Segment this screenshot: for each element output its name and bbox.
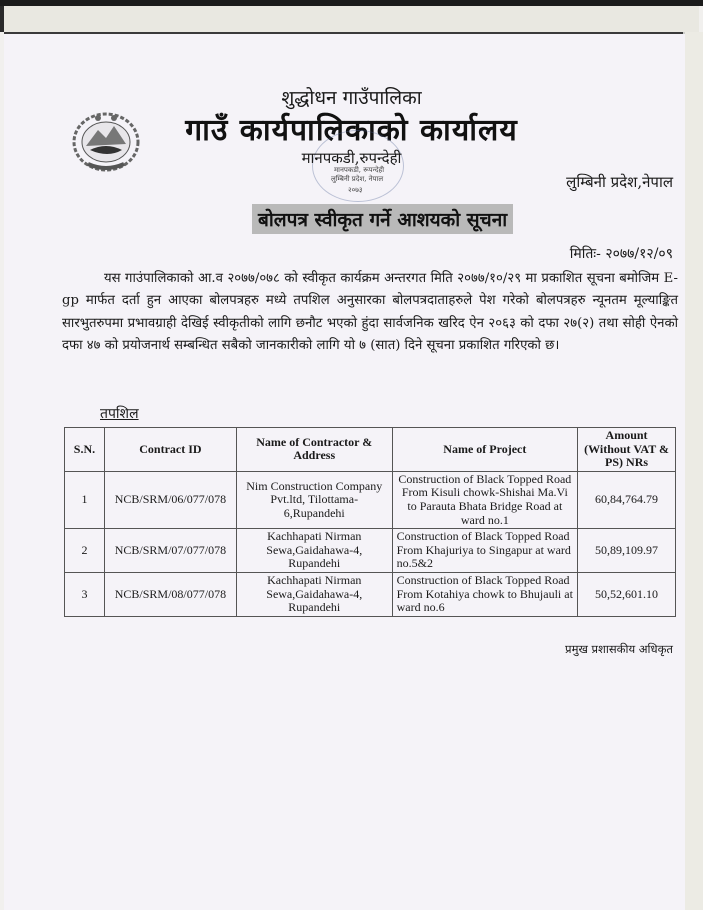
cell-contractor: Nim Construction Company Pvt.ltd, Tilottama-6,Rupandehi <box>236 471 392 528</box>
details-label: तपशिल <box>100 406 139 422</box>
cell-project: Construction of Black Topped Road From Kotahiya chowk to Bhujauli at ward no.6 <box>392 573 577 617</box>
cell-project: Construction of Black Topped Road From Kisuli chowk-Shishai Ma.Vi to Parauta Bhata Bridge Road at ward no.1 <box>392 471 577 528</box>
cell-sn: 1 <box>65 471 105 528</box>
table-row <box>65 471 676 528</box>
office-place: मानपकडी,रुपन्देही <box>301 149 402 167</box>
stamp-text: २०७३ <box>348 186 363 194</box>
header-project: Name of Project <box>392 428 577 472</box>
cell-amount: 60,84,764.79 <box>578 471 676 528</box>
notice-body-text: यस गाउंपालिकाको आ.व २०७७/०७८ को स्वीकृत कार्यक्रम अन्तरगत मिति २०७७/१०/२९ मा प्रकाशित सूचना बमोजिम E-gp मार्फत दर्ता हुन आएका बोलपत्रहरु मध्ये तपशिल अनुसारका बोलपत्रदाताहरुले पेश गरेको बोलपत्रहरु न्यूनतम मूल्याङ्कित सारभुतरुपमा प्रभावग्राही देखिई स्वीकृतीको लागि छनौट भएको हुंदा सार्वजनिक खरिद ऐन २०६३ को दफा २७(२) तथा सोही ऐनको दफा ४७ को प्रयोजनार्थ सम्बन्धित सबैको जानकारीको लागि यो ७ (सात) दिने सूचना प्रकाशित गरिएको छ। <box>62 271 678 354</box>
municipality-name: शुद्धोधन गाउँपालिका <box>281 87 422 109</box>
table-header-row <box>65 428 676 472</box>
header-amount: Amount (Without VAT & PS) NRs <box>578 428 676 472</box>
stamp-text: लुम्बिनी प्रदेश, नेपाल <box>331 175 384 183</box>
scanner-top-strip <box>4 6 699 34</box>
cell-amount: 50,89,109.97 <box>578 529 676 573</box>
cell-contract-id: NCB/SRM/08/077/078 <box>104 573 236 617</box>
table-row <box>65 529 676 573</box>
cell-sn: 2 <box>65 529 105 573</box>
cell-sn: 3 <box>65 573 105 617</box>
stamp-text: मानपकडी, रूपन्देही <box>334 166 385 174</box>
signatory-title: प्रमुख प्रशासकीय अधिकृत <box>565 642 673 656</box>
table-row <box>65 573 676 617</box>
cell-contractor: Kachhapati Nirman Sewa,Gaidahawa-4, Rupandehi <box>236 573 392 617</box>
header-contractor: Name of Contractor & Address <box>236 428 392 472</box>
cell-contract-id: NCB/SRM/06/077/078 <box>104 471 236 528</box>
cell-amount: 50,52,601.10 <box>578 573 676 617</box>
office-title: गाउँ कार्यपालिकाको कार्यालय <box>185 113 518 148</box>
notice-date: मितिः- २०७७/१२/०९ <box>569 246 673 262</box>
province-label: लुम्बिनी प्रदेश,नेपाल <box>566 173 673 191</box>
cell-contractor: Kachhapati Nirman Sewa,Gaidahawa-4, Rupandehi <box>236 529 392 573</box>
cell-contract-id: NCB/SRM/07/077/078 <box>104 529 236 573</box>
contracts-table <box>64 427 676 617</box>
notice-title: बोलपत्र स्वीकृत गर्ने आशयको सूचना <box>252 204 513 234</box>
cell-project: Construction of Black Topped Road From Khajuriya to Singapur at ward no.5&2 <box>392 529 577 573</box>
header-contract-id: Contract ID <box>104 428 236 472</box>
header-sn: S.N. <box>65 428 105 472</box>
notice-body <box>62 268 678 358</box>
